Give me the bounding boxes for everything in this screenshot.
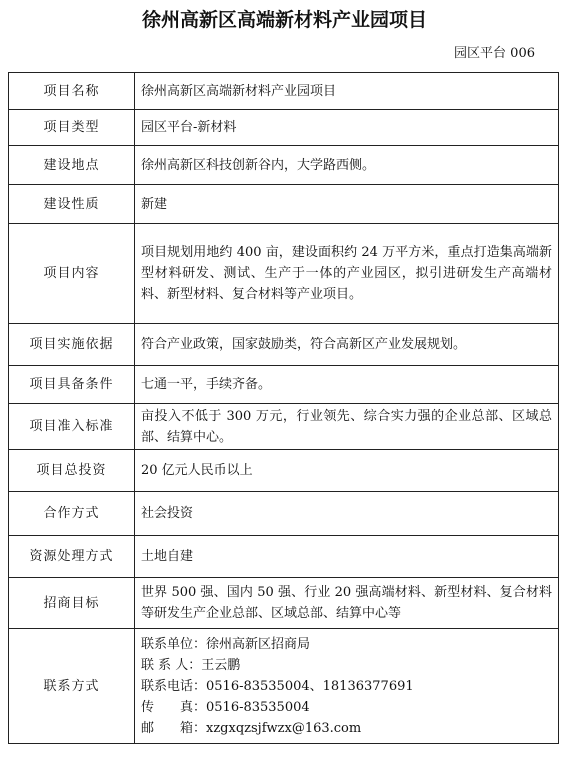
table-row <box>9 492 559 536</box>
table-row <box>9 73 559 110</box>
row-value: 20 亿元人民币以上 <box>135 450 559 492</box>
row-value: 社会投资 <box>135 492 559 536</box>
row-value: 土地自建 <box>135 536 559 578</box>
row-label: 项目总投资 <box>9 450 135 492</box>
project-code: 园区平台 006 <box>454 46 535 61</box>
row-label: 项目内容 <box>9 224 135 324</box>
table-row <box>9 366 559 404</box>
row-label: 资源处理方式 <box>9 536 135 578</box>
row-value: 符合产业政策，国家鼓励类，符合高新区产业发展规划。 <box>135 324 559 366</box>
row-value: 园区平台-新材料 <box>135 110 559 146</box>
row-label: 项目类型 <box>9 110 135 146</box>
table-row <box>9 450 559 492</box>
row-label: 招商目标 <box>9 578 135 629</box>
project-info-table <box>8 72 559 744</box>
row-label: 项目实施依据 <box>9 324 135 366</box>
contact-person: 联 系 人：王云鹏 <box>141 657 241 673</box>
row-value: 徐州高新区科技创新谷内，大学路西侧。 <box>135 146 559 185</box>
row-label: 合作方式 <box>9 492 135 536</box>
row-value: 新建 <box>135 185 559 224</box>
contact-email: 邮 箱：xzgxqzsjfwzx@163.com <box>141 720 362 736</box>
table-row <box>9 404 559 450</box>
row-value: 七通一平，手续齐备。 <box>135 366 559 404</box>
row-label: 项目名称 <box>9 73 135 110</box>
table-row <box>9 185 559 224</box>
contact-fax: 传 真：0516-83535004 <box>141 699 310 715</box>
row-value: 项目规划用地约 400 亩，建设面积约 24 万平方米，重点打造集高端新型材料研发、测试、生产于一体的产业园区，拟引进研发生产高端材料、新型材料、复合材料等产业项目。 <box>135 224 559 324</box>
table-row <box>9 629 559 744</box>
contact-details <box>135 629 559 744</box>
table-row <box>9 324 559 366</box>
contact-phone: 联系电话：0516-83535004、18136377691 <box>141 678 414 694</box>
row-label: 建设性质 <box>9 185 135 224</box>
row-value: 亩投入不低于 300 万元，行业领先、综合实力强的企业总部、区域总部、结算中心。 <box>135 404 559 450</box>
row-label: 联系方式 <box>9 629 135 744</box>
table-row <box>9 110 559 146</box>
row-value: 徐州高新区高端新材料产业园项目 <box>135 73 559 110</box>
row-label: 建设地点 <box>9 146 135 185</box>
table-row <box>9 146 559 185</box>
row-label: 项目具备条件 <box>9 366 135 404</box>
contact-unit: 联系单位：徐州高新区招商局 <box>141 636 311 652</box>
table-row <box>9 536 559 578</box>
table-row <box>9 224 559 324</box>
table-row <box>9 578 559 629</box>
row-value: 世界 500 强、国内 50 强、行业 20 强高端材料、新型材料、复合材料等研发生产企业总部、区域总部、结算中心等 <box>135 578 559 629</box>
row-label: 项目准入标准 <box>9 404 135 450</box>
document-title: 徐州高新区高端新材料产业园项目 <box>141 9 427 31</box>
